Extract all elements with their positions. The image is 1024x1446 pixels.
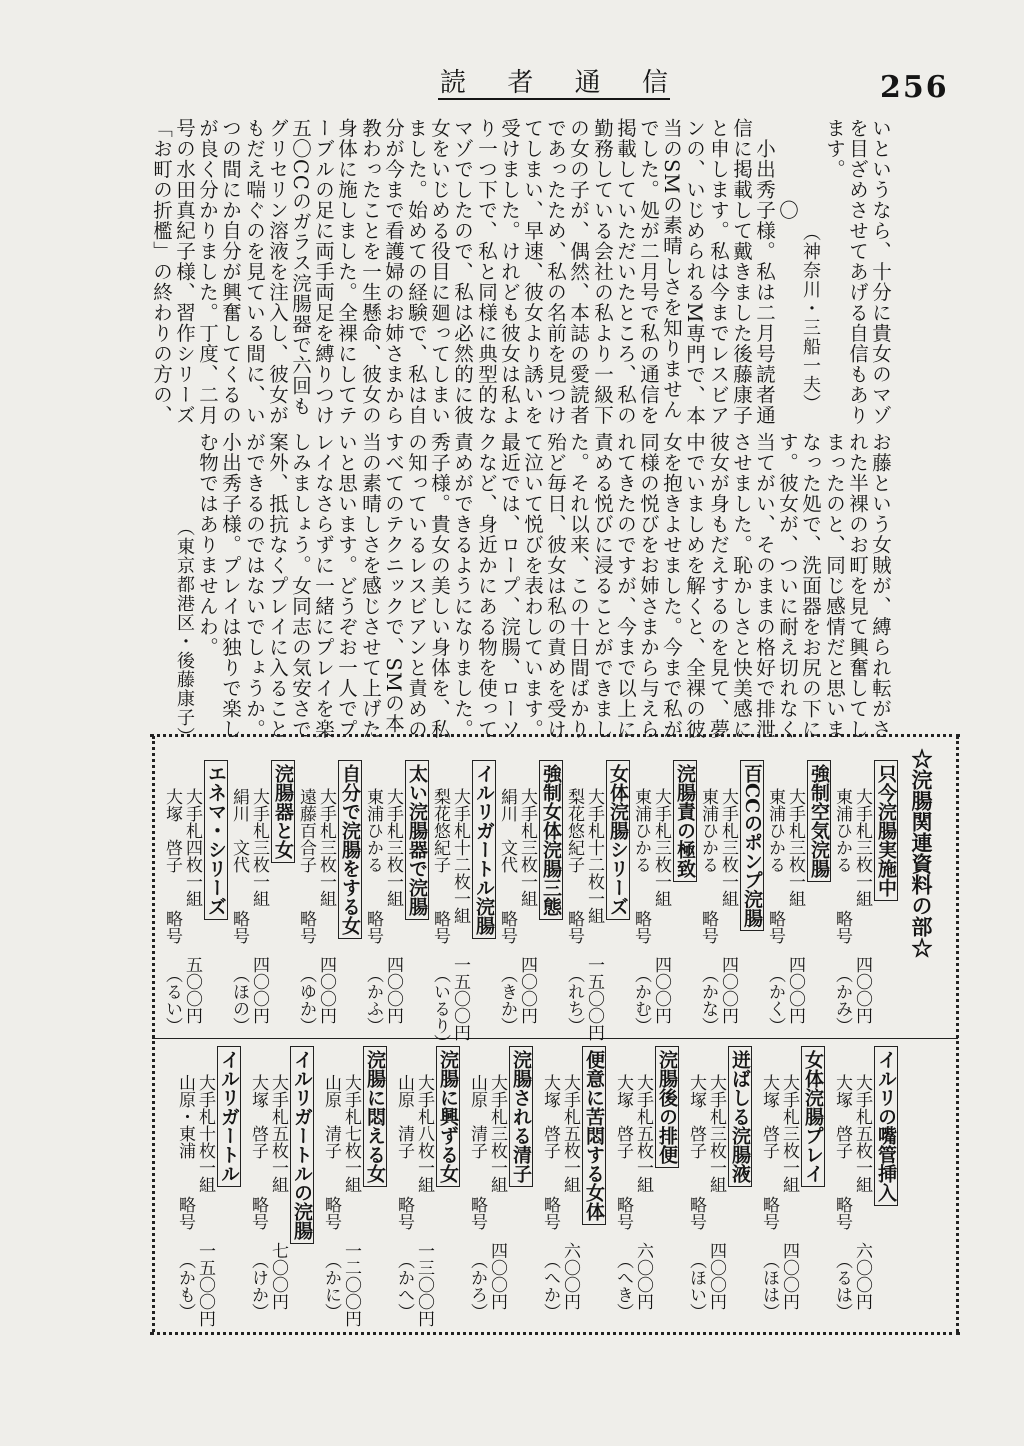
catalog-item-code: 略号 [175,1196,195,1230]
catalog-item-title: 浣腸に悶える女 [363,1046,387,1187]
catalog-item-names: 大塚 啓子 [248,1074,268,1159]
body-text-column: すべてのテクニックで、SMの本 [382,432,405,734]
body-text-column: てしまい、早速、彼女より誘いを [521,118,544,426]
body-text-column: であったため、私の名前を見つけ [544,118,567,426]
catalog-item-detail: 大手札三枚一組 [383,788,403,907]
catalog-item-price: 六〇〇円 [852,1242,872,1310]
catalog-item-title: 只今浣腸実施中 [874,760,898,901]
body-text-column: ンの、いじめられるM専門で、本 [683,118,706,426]
catalog-item-names: 東浦ひかる [698,788,718,873]
catalog-item-detail: 大手札四枚一組 [182,788,202,907]
catalog-item-code: 略号 [832,1196,852,1230]
catalog-item-names: 東浦ひかる [765,788,785,873]
catalog-item-names: 東浦ひかる [832,788,852,873]
catalog-item-detail: 大手札五枚一組 [268,1074,288,1193]
body-text-column: つの間にか自分が興奮してくるの [219,118,242,426]
catalog-item-price: 一五〇〇円 [195,1242,215,1327]
body-text-column: ました。始めての経験で、私は自 [405,118,428,426]
body-text-column: 女を抱きよせました。今まで私が [660,432,683,740]
catalog-item-title: イルリの嘴管挿入 [874,1046,898,1206]
catalog-item-title: 迸ばしる浣腸液 [728,1046,752,1187]
catalog-item-detail: 大手札七枚一組 [341,1074,361,1193]
catalog-item-code: 略号 [765,910,785,944]
catalog-item-code: 略号 [497,910,517,944]
catalog-item-code: 略号 [321,1196,341,1230]
body-text-column: クなど、身近かにある物を使って [475,432,498,740]
catalog-item-title: 女体浣腸プレイ [801,1046,825,1187]
catalog-item-names: 大塚 啓子 [686,1074,706,1159]
catalog-item-title: エネマ・シリーズ [204,760,228,920]
body-text-column: マゾでしたので、私は必然的に彼 [451,118,474,426]
catalog-item-reading: （るは） [832,1252,852,1320]
body-text-column: れてきたのですが、今まで以上に [614,432,637,740]
body-text-column: 教わったことを一生懸命、彼女の [359,118,382,426]
catalog-item-names: 遠藤百合子 [296,788,316,873]
catalog-item-detail: 大手札十二枚一組 [450,788,470,924]
catalog-item-title: 浣腸される清子 [509,1046,533,1187]
body-text-column: 当てがい、そのままの格好で排泄 [753,432,776,740]
page-number: 256 [880,70,949,105]
body-text-column: 秀子様。貴女の美しい身体を、私 [428,432,451,740]
catalog-item-price: 四〇〇円 [383,956,403,1024]
catalog-item-names: 大塚 啓子 [832,1074,852,1159]
body-text-column: 案外、抵抗なくプレイに入ること [266,432,289,740]
catalog-item-reading: （かろ） [467,1252,487,1320]
catalog-item-detail: 大手札五枚一組 [852,1074,872,1193]
catalog-item-reading: （かへ） [394,1252,414,1320]
body-text-column: が良く分かりました。丁度、二月 [196,118,219,426]
body-text-column: 当のSMの素晴しさを知りません [660,118,683,420]
catalog-item-detail: 大手札三枚一組 [651,788,671,907]
catalog-item-detail: 大手札五枚一組 [560,1074,580,1193]
catalog-item-code: 略号 [162,910,182,944]
catalog-item-code: 略号 [229,910,249,944]
panel-border-top [150,734,960,737]
catalog-item-detail: 大手札三枚一組 [487,1074,507,1193]
catalog-item-title: イルリガートルの浣腸 [290,1046,314,1244]
section-title-char: 読 [440,68,467,98]
catalog-item-names: 大塚 啓子 [162,788,182,873]
body-text-column: 号の水田真紀子様、習作シリーズ [173,118,196,426]
catalog-item-price: 一五〇〇円 [584,956,604,1041]
catalog-item-title: 女体浣腸シリーズ [606,760,630,920]
catalog-item-price: 六〇〇円 [633,1242,653,1310]
catalog-item-title: 浣腸に興ずる女 [436,1046,460,1187]
body-text-column: ーブルの足に両手両足を縛りつけ [312,118,335,426]
body-text-column: 当の素晴しさを感じさせて上げた [359,432,382,740]
catalog-item-price: 四〇〇円 [718,956,738,1024]
catalog-item-reading: （かな） [698,966,718,1034]
catalog-item-title: 浣腸後の排便 [655,1046,679,1168]
body-text-column: 小出秀子様。プレイは独りで楽し [219,432,242,740]
panel-border-bottom [150,1332,960,1335]
catalog-item-title: 浣腸器と女 [271,760,295,863]
catalog-item-detail: 大手札三枚一組 [316,788,336,907]
body-text-column: 〇 [776,118,799,221]
catalog-item-code: 略号 [832,910,852,944]
catalog-item-names: 大塚 啓子 [613,1074,633,1159]
catalog-item-code: 略号 [394,1196,414,1230]
header-rule [438,98,670,100]
catalog-item-reading: （へか） [540,1252,560,1320]
catalog-item-code: 略号 [698,910,718,944]
section-title-char: 者 [507,68,534,98]
section-title-char: 通 [574,68,601,98]
catalog-item-reading: （かに） [321,1252,341,1320]
catalog-item-price: 四〇〇円 [852,956,872,1024]
body-text-column: グリセリン溶液を注入し、彼女が [266,118,289,426]
catalog-item-names: 梨花悠紀子 [430,788,450,873]
body-text-column: む物ではありませんわ。 [196,432,219,658]
catalog-item-price: 四〇〇円 [779,1242,799,1310]
catalog-item-price: 一五〇〇円 [450,956,470,1041]
body-text-column: （東京都港区・後藤康子） [174,432,195,746]
body-text-column: を目ざめさせてあげる自信もあり [846,118,869,426]
catalog-item-code: 略号 [430,910,450,944]
body-text-column: て泣いて悦びを表わしています。 [521,432,544,740]
body-text-column: 勤務している会社の私より一級下 [591,118,614,426]
section-title-char: 信 [641,68,668,98]
catalog-item-title: 百CCのポンプ浣腸 [740,760,764,931]
catalog-item-title: 強制女体浣腸三態 [539,760,563,920]
catalog-item-price: 一三〇〇円 [414,1242,434,1327]
catalog-item-price: 四〇〇円 [487,1242,507,1310]
catalog-item-code: 略号 [759,1196,779,1230]
body-text-column: ができるのではないでしょうか。 [243,432,266,740]
body-text-column: 小出秀子様。私は二月号読者通 [753,118,776,426]
catalog-heading: ☆浣腸関連資料の部☆ [909,748,934,958]
body-text-column: れた半裸のお町を見て興奮してし [846,432,869,740]
catalog-item-detail: 大手札十二枚一組 [584,788,604,924]
body-text-column: 責める悦びに浸ることができまし [591,432,614,740]
catalog-item-detail: 大手札三枚一組 [852,788,872,907]
body-text-column: の知っているレスビアンと責めの [405,432,428,740]
body-text-column: 彼女が身もだえするのを見て、夢 [707,432,730,740]
catalog-item-detail: 大手札五枚一組 [633,1074,653,1193]
body-text-column: た。それ以来、この十日間ばかり [567,432,590,740]
body-text-column: でした。処が二月号で私の通信を [637,118,660,426]
catalog-item-names: 大塚 啓子 [759,1074,779,1159]
catalog-item-title: 太い浣腸器で浣腸 [405,760,429,920]
catalog-item-names: 東浦ひかる [363,788,383,873]
catalog-item-detail: 大手札三枚一組 [785,788,805,907]
catalog-item-title: 強制空気浣腸 [807,760,831,882]
catalog-item-price: 七〇〇円 [268,1242,288,1310]
body-text-column: まったのと、同じ感情だと思いま [823,432,846,740]
catalog-item-reading: （ほの） [229,966,249,1034]
catalog-item-price: 四〇〇円 [249,956,269,1024]
catalog-item-code: 略号 [296,910,316,944]
panel-border-right [956,736,959,1332]
catalog-item-price: 四〇〇円 [651,956,671,1024]
catalog-item-names: 大塚 啓子 [540,1074,560,1159]
catalog-item-code: 略号 [631,910,651,944]
catalog-item-reading: （るい） [162,966,182,1034]
body-text-column: お藤という女賊が、縛られ転がさ [869,432,892,740]
catalog-item-names: 山原・東浦 [175,1074,195,1159]
panel-border-left [152,736,155,1332]
catalog-item-names: 絹川 文代 [497,788,517,873]
catalog-item-names: 東浦ひかる [631,788,651,873]
body-text-column: 分が今まで看護婦のお姉さまから [382,118,405,426]
catalog-item-price: 四〇〇円 [785,956,805,1024]
catalog-item-reading: （へき） [613,1252,633,1320]
body-text-column: いと思います。どうぞお一人でプ [335,432,358,740]
catalog-item-reading: （かふ） [363,966,383,1034]
catalog-item-code: 略号 [248,1196,268,1230]
body-text-column: 最近では、ロープ、浣腸、ローソ [498,432,521,740]
catalog-item-code: 略号 [540,1196,560,1230]
catalog-item-names: 絹川 文代 [229,788,249,873]
body-text-column: 掲載していただいたところ、私の [614,118,637,426]
body-text-column: と申します。私は今までレスビア [707,118,730,426]
catalog-item-price: 四〇〇円 [706,1242,726,1310]
body-text-column: 身体に施しました。全裸にしてテ [335,118,358,426]
body-text-column: （神奈川・三船一夫） [800,118,821,413]
catalog-item-code: 略号 [686,1196,706,1230]
body-text-column: 殆ど毎日、彼女は私の責めを受け [544,432,567,740]
catalog-item-price: 六〇〇円 [560,1242,580,1310]
catalog-item-price: 一二〇〇円 [341,1242,361,1327]
catalog-item-detail: 大手札三枚一組 [249,788,269,907]
catalog-item-names: 山原 清子 [467,1074,487,1159]
body-text-column: 信に掲載して戴きました後藤康子 [730,118,753,426]
catalog-item-reading: （いるり） [430,966,450,1051]
body-text-column: 受けました。けれども彼女は私よ [498,118,521,426]
catalog-item-price: 五〇〇円 [182,956,202,1024]
body-text-column: しみましょう。女同志の気安さで [289,432,312,740]
catalog-item-detail: 大手札三枚一組 [517,788,537,907]
body-text-column: いというなら、十分に貴女のマゾ [869,118,892,426]
catalog-item-reading: （かも） [175,1252,195,1320]
catalog-item-code: 略号 [363,910,383,944]
catalog-item-detail: 大手札三枚一組 [706,1074,726,1193]
body-text-column: 中でいましめを解くと、全裸の彼 [683,432,706,740]
catalog-item-price: 四〇〇円 [517,956,537,1024]
body-text-column: り一つ下で、私と同様に典型的な [475,118,498,426]
catalog-item-detail: 大手札十枚一組 [195,1074,215,1193]
panel-divider [152,1038,958,1039]
catalog-item-names: 山原 清子 [394,1074,414,1159]
catalog-item-title: イルリガートル [217,1046,241,1187]
catalog-item-title: 自分で浣腸をする女 [338,760,362,939]
body-text-column: の女の子が、偶然、本誌の愛読者 [567,118,590,426]
catalog-item-reading: （ほは） [759,1252,779,1320]
catalog-item-detail: 大手札三枚一組 [779,1074,799,1193]
body-text-column: 女をいじめる役目に廻ってしまい [428,118,451,426]
body-text-column: 同様の悦びをお姉さまから与えら [637,432,660,740]
catalog-item-reading: （きか） [497,966,517,1034]
catalog-item-code: 略号 [564,910,584,944]
catalog-item-reading: （けか） [248,1252,268,1320]
catalog-item-reading: （ほい） [686,1252,706,1320]
catalog-item-detail: 大手札三枚一組 [718,788,738,907]
catalog-item-detail: 大手札八枚一組 [414,1074,434,1193]
body-text-column: 五〇CCのガラス浣腸器で六回も [289,118,312,417]
catalog-item-code: 略号 [613,1196,633,1230]
section-title [440,70,668,96]
catalog-item-title: 便意に苦悶する女体 [582,1046,606,1225]
body-text-column: ます。 [823,118,846,180]
body-text-column: なった処で、洗面器をお尻の下に [799,432,822,740]
catalog-item-code: 略号 [467,1196,487,1230]
body-text-column: もだえ喘ぐのを見ている間に、い [243,118,266,426]
body-text-column: レイなさらずに一緒にプレイを楽 [312,432,335,740]
body-text-column: す。彼女が、ついに耐え切れなく [776,432,799,740]
catalog-item-reading: （れち） [564,966,584,1034]
body-text-column: させました。恥かしさと快美感に [730,432,753,740]
catalog-item-names: 梨花悠紀子 [564,788,584,873]
catalog-item-names: 山原 清子 [321,1074,341,1159]
body-text-column: 「お町の折檻」の終わりの方の、 [150,118,173,426]
catalog-item-reading: （かむ） [631,966,651,1034]
catalog-item-reading: （ゆか） [296,966,316,1034]
catalog-item-price: 四〇〇円 [316,956,336,1024]
catalog-item-title: イルリガートル浣腸 [472,760,496,939]
catalog-item-title: 浣腸責の極致 [673,760,697,882]
catalog-item-reading: （かく） [765,966,785,1034]
catalog-item-reading: （かみ） [832,966,852,1034]
body-text-column: 責めができるようになりました。 [451,432,474,740]
